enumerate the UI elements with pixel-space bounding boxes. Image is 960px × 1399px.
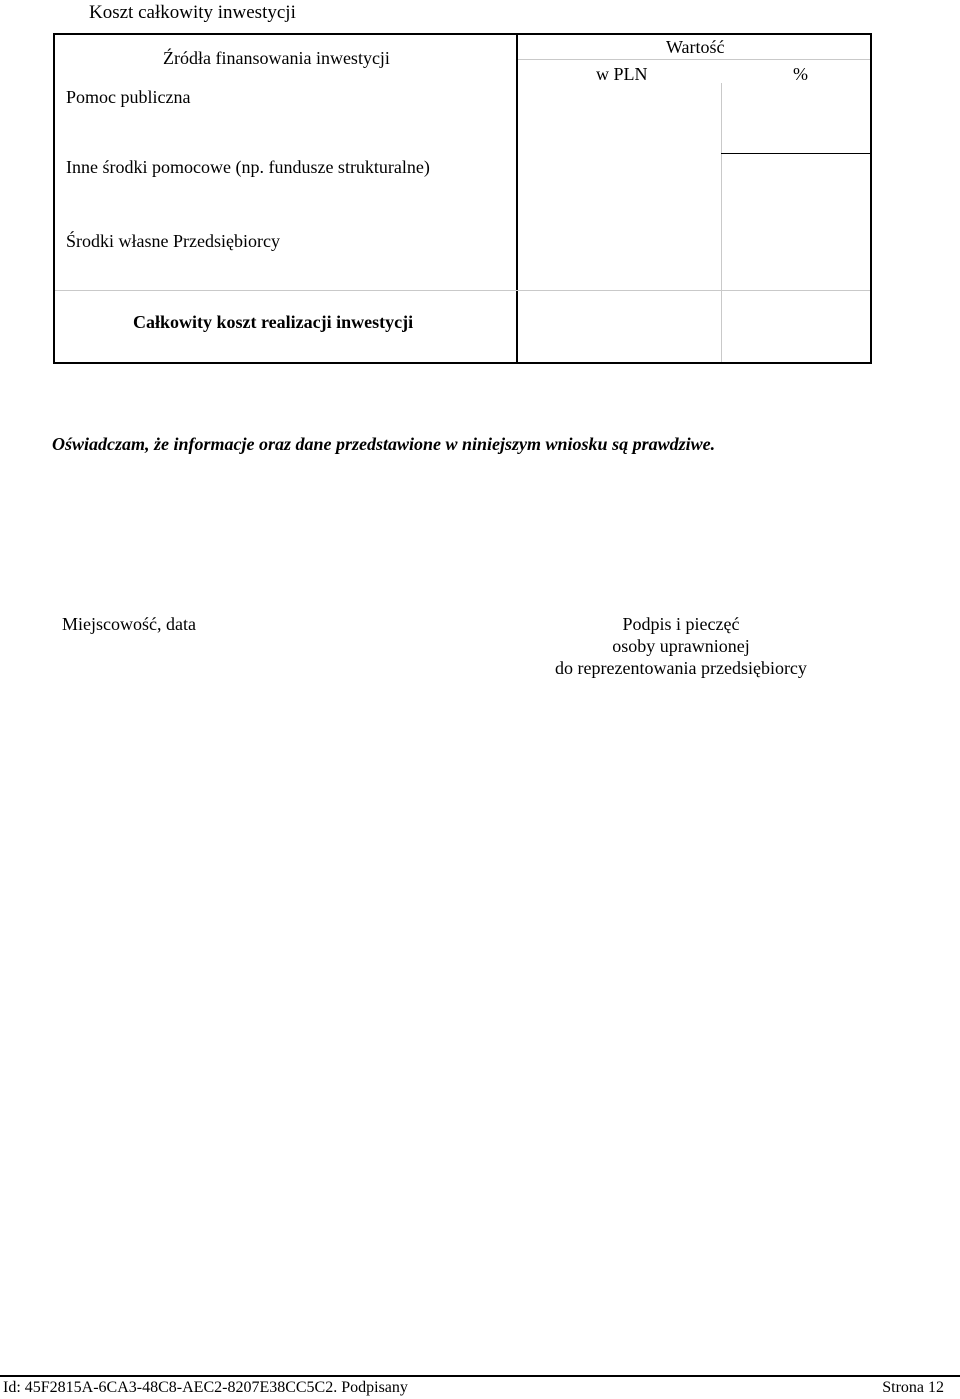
place-date-label: Miejscowość, data bbox=[62, 614, 196, 634]
row-label-public-aid: Pomoc publiczna bbox=[66, 87, 191, 107]
footer-document-id: Id: 45F2815A-6CA3-48C8-AEC2-8207E38CC5C2. Podpisany bbox=[3, 1379, 408, 1396]
total-cost-label: Całkowity koszt realizacji inwestycji bbox=[133, 312, 414, 332]
row-label-other-aid: Inne środki pomocowe (np. fundusze strukturalne) bbox=[66, 157, 430, 177]
declaration-text: Oświadczam, że informacje oraz dane przedstawione w niniejszym wniosku są prawdziwe. bbox=[52, 434, 716, 454]
header-sources: Źródła finansowania inwestycji bbox=[163, 48, 390, 68]
column-divider-label bbox=[516, 35, 518, 362]
financing-table bbox=[53, 33, 872, 364]
section-title: Koszt całkowity inwestycji bbox=[89, 2, 296, 23]
footer-page-number: Strona 12 bbox=[882, 1379, 944, 1396]
row-label-own-funds: Środki własne Przedsiębiorcy bbox=[66, 231, 280, 251]
signature-line-1: Podpis i pieczęć bbox=[622, 614, 740, 634]
row-divider-1 bbox=[721, 153, 870, 154]
header-percent: % bbox=[793, 64, 808, 84]
header-pln: w PLN bbox=[596, 64, 648, 84]
column-divider-value bbox=[721, 83, 722, 362]
signature-line-2: osoby uprawnionej bbox=[612, 636, 750, 656]
signature-line-3: do reprezentowania przedsiębiorcy bbox=[555, 658, 807, 678]
header-value: Wartość bbox=[666, 37, 725, 57]
footer-rule bbox=[0, 1375, 960, 1377]
signature-block bbox=[531, 613, 831, 679]
header-value-divider bbox=[518, 59, 870, 60]
row-divider-2 bbox=[55, 290, 870, 291]
